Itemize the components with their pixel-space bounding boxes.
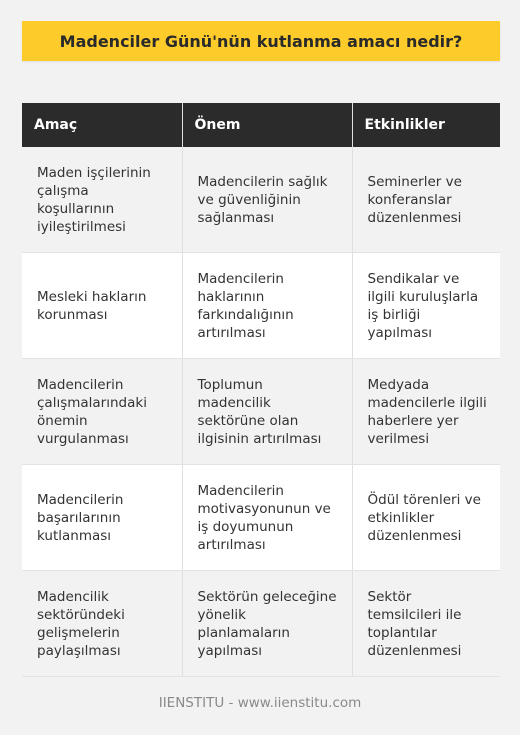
table-row — [22, 253, 500, 359]
table-cell: Mesleki hakların korunması — [22, 253, 182, 359]
column-header-amac: Amaç — [22, 103, 182, 147]
table-cell: Madencilerin çalışmalarındaki önemin vurgulanması — [22, 359, 182, 465]
table-cell: Maden işçilerinin çalışma koşullarının iyileştirilmesi — [22, 147, 182, 253]
table-row — [22, 571, 500, 677]
info-table — [22, 103, 500, 677]
column-header-etkinlikler: Etkinlikler — [352, 103, 500, 147]
table-cell: Toplumun madencilik sektörüne olan ilgisinin artırılması — [182, 359, 352, 465]
page-title: Madenciler Günü'nün kutlanma amacı nedir? — [59, 31, 463, 51]
table-cell: Seminerler ve konferanslar düzenlenmesi — [352, 147, 500, 253]
column-header-onem: Önem — [182, 103, 352, 147]
table-row — [22, 359, 500, 465]
table-row — [22, 465, 500, 571]
table-cell: Sektör temsilcileri ile toplantılar düzenlenmesi — [352, 571, 500, 677]
table-cell: Madencilerin motivasyonunun ve iş doyumunun artırılması — [182, 465, 352, 571]
table-cell: Sektörün geleceğine yönelik planlamaların yapılması — [182, 571, 352, 677]
table-cell: Ödül törenleri ve etkinlikler düzenlenmesi — [352, 465, 500, 571]
table-cell: Madencilerin başarılarının kutlanması — [22, 465, 182, 571]
table-cell: Madencilerin sağlık ve güvenliğinin sağlanması — [182, 147, 352, 253]
table-cell: Sendikalar ve ilgili kuruluşlarla iş birliği yapılması — [352, 253, 500, 359]
table-header-row — [22, 103, 500, 147]
table-cell: Medyada madencilerle ilgili haberlere yer verilmesi — [352, 359, 500, 465]
table-cell: Madencilerin haklarının farkındalığının artırılması — [182, 253, 352, 359]
footer-credit: IIENSTITU - www.iienstitu.com — [158, 695, 362, 711]
table-cell: Madencilik sektöründeki gelişmelerin paylaşılması — [22, 571, 182, 677]
title-banner — [22, 21, 500, 61]
table-row — [22, 147, 500, 253]
